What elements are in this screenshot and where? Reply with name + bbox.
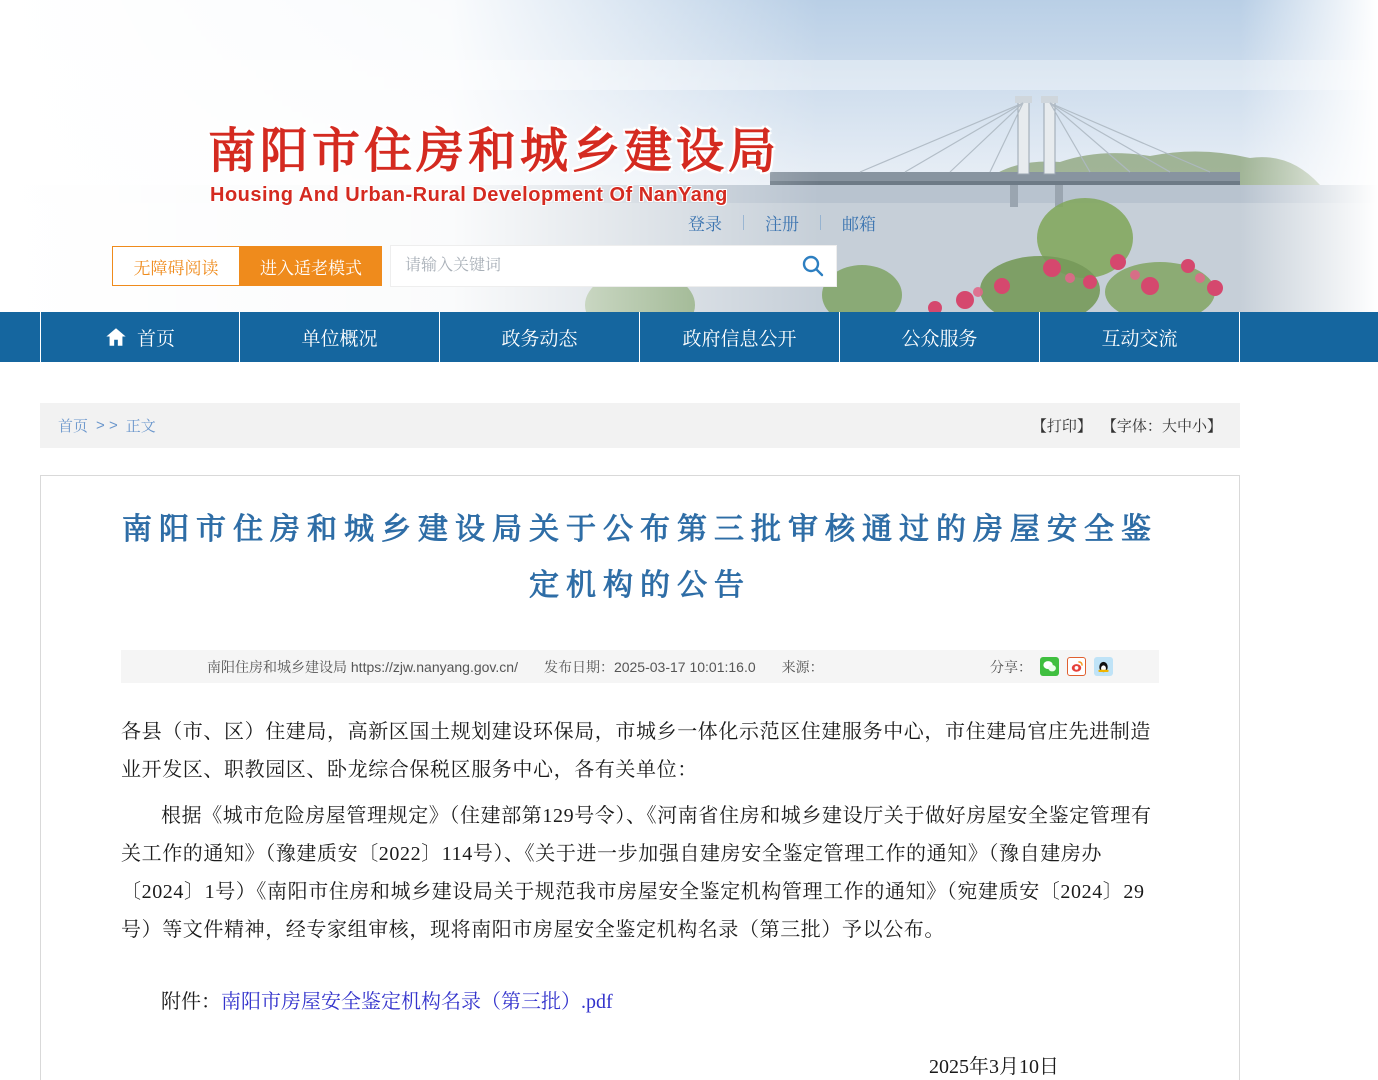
article-date: 2025年3月10日 xyxy=(929,1056,1059,1078)
elder-mode-button[interactable]: 进入适老模式 xyxy=(240,246,382,286)
main-navigation xyxy=(0,312,1378,362)
nav-item-label: 政务动态 xyxy=(501,328,578,350)
nav-item-government-news[interactable] xyxy=(440,312,640,362)
nav-item-public-service[interactable] xyxy=(840,312,1040,362)
user-account-links xyxy=(688,210,876,235)
nav-item-overview[interactable] xyxy=(240,312,440,362)
page-tools xyxy=(1032,415,1222,436)
share-label: 分享： xyxy=(990,658,1032,675)
font-size-large-button[interactable]: 大 xyxy=(1161,418,1177,435)
login-link[interactable]: 登录 xyxy=(688,215,722,234)
breadcrumb-separator: > > xyxy=(96,417,118,434)
wechat-share-icon[interactable] xyxy=(1040,657,1059,676)
nav-item-home[interactable] xyxy=(40,312,240,362)
meta-publish-value: 2025-03-17 10:01:16.0 xyxy=(613,658,756,675)
nav-item-interaction[interactable] xyxy=(1040,312,1240,362)
site-search xyxy=(390,245,837,287)
article-paragraph: 各县（市、区）住建局，高新区国土规划建设环保局，市城乡一体化示范区住建服务中心，市住建局官庄先进制造业开发区、职教园区、卧龙综合保税区服务中心，各有关单位： xyxy=(121,721,1151,781)
breadcrumb-current: 正文 xyxy=(125,418,156,435)
accessibility-reading-button[interactable]: 无障碍阅读 xyxy=(112,246,240,286)
share-controls xyxy=(990,657,1113,677)
qq-share-icon[interactable] xyxy=(1094,657,1113,676)
meta-publish-date xyxy=(544,657,756,677)
register-link[interactable]: 注册 xyxy=(765,215,800,234)
home-icon xyxy=(105,326,127,348)
font-size-medium-button[interactable]: 中 xyxy=(1176,418,1192,435)
font-size-control xyxy=(1102,415,1222,436)
attachment-line xyxy=(121,985,1159,1014)
article-meta-info xyxy=(207,657,824,677)
breadcrumb-home-link[interactable]: 首页 xyxy=(58,418,89,435)
font-size-label-close: 】 xyxy=(1206,418,1222,435)
site-subtitle-english: Housing And Urban-Rural Development Of NanYang xyxy=(210,184,728,206)
nav-item-label: 首页 xyxy=(136,328,175,350)
attachment-pdf-link[interactable]: 南阳市房屋安全鉴定机构名录（第三批）.pdf xyxy=(221,991,613,1013)
nav-item-label: 单位概况 xyxy=(301,328,378,350)
site-banner xyxy=(0,0,1378,312)
weibo-share-icon[interactable] xyxy=(1067,657,1086,676)
font-size-small-button[interactable]: 小 xyxy=(1191,418,1207,435)
font-size-label: 【字体： xyxy=(1101,418,1162,435)
search-icon xyxy=(800,253,826,279)
site-title: 南阳市住房和城乡建设局 xyxy=(208,125,781,178)
article-paragraph: 根据《城市危险房屋管理规定》（住建部第129号令）、《河南省住房和城乡建设厅关于做好房屋安全鉴定管理有关工作的通知》（豫建质安〔2022〕114号）、《关于进一步加强自建房安全鉴定管理工作的通知》（豫自建房办〔2024〕1号）《南阳市住房和城乡建设局关于规范我市房屋安全鉴定机构管理工作的通知》（宛建质安〔2024〕29号）等文件精神，经专家组审核，现将南阳市房屋安全鉴定机构名录（第三批）予以公布。 xyxy=(121,805,1152,941)
meta-source-site: 南阳住房和城乡建设局 https://zjw.nanyang.gov.cn/ xyxy=(207,658,518,675)
attachment-label: 附件： xyxy=(161,991,221,1013)
meta-origin-label: 来源： xyxy=(781,658,824,675)
article-body xyxy=(121,713,1159,949)
article-meta-bar xyxy=(121,650,1159,683)
breadcrumb xyxy=(58,415,156,436)
print-button[interactable]: 【打印】 xyxy=(1031,418,1092,435)
nav-item-label: 公众服务 xyxy=(901,328,978,350)
mailbox-link[interactable]: 邮箱 xyxy=(842,215,877,234)
search-input[interactable] xyxy=(391,246,790,286)
link-separator: ｜ xyxy=(736,215,752,232)
banner-toolbar xyxy=(112,246,837,286)
article-container xyxy=(40,475,1240,1080)
nav-item-label: 政府信息公开 xyxy=(682,328,797,350)
article-title: 南阳市住房和城乡建设局关于公布第三批审核通过的房屋安全鉴定机构的公告 xyxy=(122,513,1158,602)
search-button[interactable] xyxy=(790,246,836,286)
nav-item-information-disclosure[interactable] xyxy=(640,312,840,362)
link-separator: ｜ xyxy=(813,215,829,232)
breadcrumb-bar xyxy=(40,403,1240,448)
meta-publish-label: 发布日期： xyxy=(543,658,614,675)
nav-item-label: 互动交流 xyxy=(1101,328,1178,350)
